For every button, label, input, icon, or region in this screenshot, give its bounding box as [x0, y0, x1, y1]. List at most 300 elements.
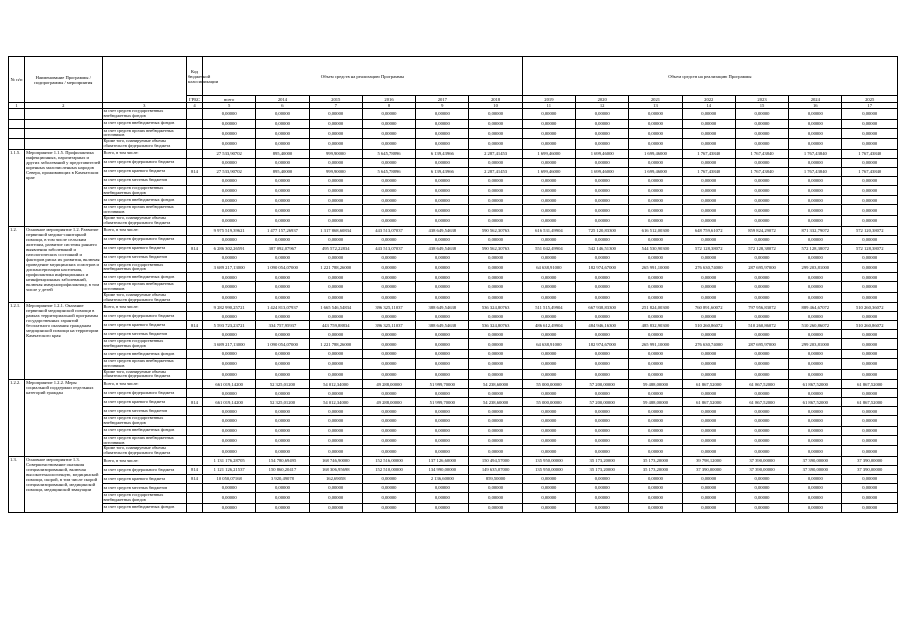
amount-cell: 0,00000: [789, 109, 842, 120]
amount-cell: 0,00000: [842, 185, 898, 196]
grbs-code: [186, 282, 202, 293]
amount-cell: 443 513,07037: [362, 244, 415, 253]
amount-cell: 0,00000: [842, 205, 898, 216]
amount-cell: 0,00000: [362, 185, 415, 196]
funding-source: Всего, в том числе:: [102, 149, 186, 158]
amount-cell: 0,00000: [789, 503, 842, 512]
amount-cell: 0,00000: [416, 185, 469, 196]
grbs-code: [186, 435, 202, 446]
funding-source: за счет средств государственных внебюджетных фондов: [102, 416, 186, 427]
amount-cell: 1 665 546,54834: [309, 303, 362, 312]
amount-cell: 0,00000: [203, 282, 256, 293]
amount-cell: 0,00000: [416, 262, 469, 273]
amount-cell: 0,00000: [256, 128, 309, 139]
amount-cell: 0,00000: [416, 282, 469, 293]
header-name: Наименование Программы / подпрограммы / мероприятия: [25, 57, 102, 103]
amount-cell: 0,00000: [362, 262, 415, 273]
amount-cell: 0,00000: [682, 389, 735, 398]
amount-cell: 182 974,67000: [576, 262, 629, 273]
amount-cell: 0,00000: [842, 109, 898, 120]
amount-cell: 0,00000: [576, 426, 629, 435]
header-column-number: 8: [362, 103, 415, 109]
funding-source: за счет средств внебюджетных фондов: [102, 426, 186, 435]
amount-cell: 0,00000: [682, 503, 735, 512]
activity-name: Мероприятие 1.1.5. Профилактика инфекционных, паразитарных и других заболеваний у представителей коренных малочисленных народов Севера, проживающих в Камчатском крае: [25, 149, 102, 226]
funding-source: за счет средств прочих внебюджетных источников: [102, 205, 186, 216]
amount-cell: 49 288,00000: [362, 380, 415, 389]
amount-cell: 2 287,41453: [469, 167, 522, 176]
amount-cell: 510 260,86072: [789, 321, 842, 330]
amount-cell: 61 867,52000: [682, 380, 735, 389]
amount-cell: 64 638,91000: [522, 339, 575, 350]
amount-cell: 0,00000: [735, 358, 788, 369]
amount-cell: 0,00000: [842, 235, 898, 244]
amount-cell: 1 767,43840: [682, 149, 735, 158]
amount-cell: 0,00000: [416, 435, 469, 446]
amount-cell: 0,00000: [682, 185, 735, 196]
amount-cell: 542 146,51300: [576, 244, 629, 253]
amount-cell: 0,00000: [789, 435, 842, 446]
amount-cell: 0,00000: [789, 312, 842, 321]
header-year: 2019: [522, 96, 575, 103]
amount-cell: 0,00000: [362, 215, 415, 226]
amount-cell: 0,00000: [309, 503, 362, 512]
activity-name: Мероприятие 1.2.2. Меры социальной поддержки отдельных категорий граждан: [25, 380, 102, 457]
header-year: 2023: [735, 96, 788, 103]
amount-cell: 0,00000: [416, 330, 469, 339]
amount-cell: 59 488,00000: [629, 380, 682, 389]
amount-cell: 0,00000: [362, 358, 415, 369]
row-number: [9, 109, 25, 120]
amount-cell: 0,00000: [842, 215, 898, 226]
row-number: [9, 119, 25, 128]
amount-cell: 150 860,20417: [256, 465, 309, 474]
amount-cell: 0,00000: [256, 492, 309, 503]
amount-cell: 0,00000: [682, 492, 735, 503]
amount-cell: 0,00000: [576, 389, 629, 398]
amount-cell: 0,00000: [309, 128, 362, 139]
amount-cell: 0,00000: [629, 349, 682, 358]
amount-cell: 0,00000: [362, 282, 415, 293]
amount-cell: 0,00000: [735, 292, 788, 303]
amount-cell: 0,00000: [416, 369, 469, 380]
amount-cell: 0,00000: [735, 119, 788, 128]
amount-cell: 536 324,80763: [469, 321, 522, 330]
funding-source: за счет средств государственных внебюджетных фондов: [102, 492, 186, 503]
grbs-code: [186, 196, 202, 205]
amount-cell: 0,00000: [789, 492, 842, 503]
amount-cell: 0,00000: [576, 349, 629, 358]
amount-cell: 0,00000: [469, 483, 522, 492]
funding-source: за счет средств местных бюджетов: [102, 253, 186, 262]
table-header: [9, 57, 898, 109]
amount-cell: 0,00000: [309, 312, 362, 321]
amount-cell: 0,00000: [789, 446, 842, 457]
amount-cell: 0,00000: [522, 492, 575, 503]
amount-cell: 0,00000: [629, 416, 682, 427]
amount-cell: 52 325,01200: [256, 398, 309, 407]
amount-cell: 0,00000: [682, 292, 735, 303]
amount-cell: 1 221 788,26000: [309, 262, 362, 273]
amount-cell: 859,50000: [469, 474, 522, 483]
amount-cell: 572 120,38072: [842, 226, 898, 235]
grbs-code: [186, 416, 202, 427]
header-blank: [102, 57, 186, 103]
amount-cell: 0,00000: [362, 158, 415, 167]
funding-source: за счет средств внебюджетных фондов: [102, 119, 186, 128]
funding-source: за счет средств прочих внебюджетных источников: [102, 358, 186, 369]
amount-cell: 0,00000: [789, 483, 842, 492]
table-row: [9, 119, 898, 128]
amount-cell: 0,00000: [629, 435, 682, 446]
amount-cell: 0,00000: [735, 158, 788, 167]
amount-cell: 334 757,95937: [256, 321, 309, 330]
amount-cell: 0,00000: [362, 492, 415, 503]
amount-cell: 0,00000: [416, 292, 469, 303]
amount-cell: 0,00000: [203, 292, 256, 303]
amount-cell: 0,00000: [522, 176, 575, 185]
amount-cell: 0,00000: [469, 253, 522, 262]
amount-cell: 0,00000: [203, 407, 256, 416]
amount-cell: 162,69058: [309, 474, 362, 483]
amount-cell: 0,00000: [416, 176, 469, 185]
amount-cell: 0,00000: [789, 176, 842, 185]
amount-cell: 0,00000: [203, 349, 256, 358]
grbs-code: [186, 312, 202, 321]
amount-cell: 6 139,43966: [416, 149, 469, 158]
amount-cell: 0,00000: [309, 389, 362, 398]
amount-cell: 0,00000: [522, 358, 575, 369]
amount-cell: 0,00000: [682, 158, 735, 167]
amount-cell: 0,00000: [469, 215, 522, 226]
amount-cell: 276 630,74000: [682, 262, 735, 273]
amount-cell: 0,00000: [203, 435, 256, 446]
amount-cell: 0,00000: [309, 109, 362, 120]
funding-source: за счет средств местных бюджетов: [102, 483, 186, 492]
funding-source: за счет средств местных бюджетов: [102, 330, 186, 339]
amount-cell: 0,00000: [203, 128, 256, 139]
amount-cell: 0,00000: [203, 503, 256, 512]
amount-cell: 61 867,52000: [842, 398, 898, 407]
amount-cell: 0,00000: [629, 474, 682, 483]
activity-name: [25, 139, 102, 150]
table-row: [9, 253, 898, 262]
amount-cell: 0,00000: [469, 282, 522, 293]
amount-cell: 0,00000: [416, 407, 469, 416]
amount-cell: 0,00000: [362, 205, 415, 216]
amount-cell: 5 645,78896: [362, 167, 415, 176]
amount-cell: 152 510,00000: [362, 465, 415, 474]
amount-cell: 37 390,00000: [682, 465, 735, 474]
table-row: [9, 109, 898, 120]
row-number: 1.2.2.: [9, 380, 25, 457]
grbs-code: [186, 128, 202, 139]
header-column-number: 4: [186, 103, 202, 109]
header-num: № п/п: [9, 57, 25, 103]
funding-source: за счет средств краевого бюджета: [102, 167, 186, 176]
amount-cell: 0,00000: [256, 215, 309, 226]
funding-source: за счет средств государственных внебюджетных фондов: [102, 185, 186, 196]
amount-cell: 0,00000: [469, 435, 522, 446]
amount-cell: 0,00000: [789, 474, 842, 483]
amount-cell: 0,00000: [309, 358, 362, 369]
amount-cell: 0,00000: [629, 205, 682, 216]
header-column-number: 2: [25, 103, 102, 109]
table-row: [9, 205, 898, 216]
amount-cell: 0,00000: [576, 416, 629, 427]
amount-cell: 0,00000: [256, 435, 309, 446]
header-column-number: 7: [309, 103, 362, 109]
amount-cell: 0,00000: [469, 273, 522, 282]
amount-cell: 0,00000: [576, 369, 629, 380]
amount-cell: 0,00000: [309, 235, 362, 244]
amount-cell: 0,00000: [735, 205, 788, 216]
amount-cell: 61 867,52000: [842, 380, 898, 389]
amount-cell: 0,00000: [309, 158, 362, 167]
amount-cell: 0,00000: [309, 196, 362, 205]
amount-cell: 0,00000: [362, 426, 415, 435]
amount-cell: 0,00000: [309, 176, 362, 185]
amount-cell: 10 050,07168: [203, 474, 256, 483]
table-row: [9, 312, 898, 321]
amount-cell: 59 488,00000: [629, 398, 682, 407]
amount-cell: 0,00000: [842, 339, 898, 350]
grbs-code: 814: [186, 474, 202, 483]
amount-cell: 0,00000: [309, 483, 362, 492]
grbs-code: 814: [186, 398, 202, 407]
amount-cell: 0,00000: [203, 139, 256, 150]
amount-cell: 0,00000: [309, 253, 362, 262]
row-number: 1.2.1.: [9, 303, 25, 380]
amount-cell: 0,00000: [576, 158, 629, 167]
amount-cell: 616 531,49904: [522, 226, 575, 235]
amount-cell: 0,00000: [256, 185, 309, 196]
amount-cell: 0,00000: [576, 446, 629, 457]
amount-cell: 1 699,46000: [576, 167, 629, 176]
amount-cell: 0,00000: [256, 407, 309, 416]
amount-cell: 0,00000: [309, 282, 362, 293]
amount-cell: 0,00000: [469, 416, 522, 427]
amount-cell: 0,00000: [416, 158, 469, 167]
amount-cell: 0,00000: [416, 389, 469, 398]
amount-cell: 667 938,83300: [576, 303, 629, 312]
amount-cell: 0,00000: [682, 128, 735, 139]
amount-cell: 287 695,97000: [735, 339, 788, 350]
table-row: [9, 435, 898, 446]
amount-cell: 0,00000: [576, 292, 629, 303]
amount-cell: 0,00000: [576, 196, 629, 205]
amount-cell: 0,00000: [576, 330, 629, 339]
amount-cell: 1 477 157,26937: [256, 226, 309, 235]
amount-cell: 0,00000: [576, 176, 629, 185]
amount-cell: 0,00000: [362, 483, 415, 492]
amount-cell: 0,00000: [203, 492, 256, 503]
amount-cell: 0,00000: [203, 185, 256, 196]
amount-cell: 0,00000: [842, 330, 898, 339]
amount-cell: 54 012,34000: [309, 398, 362, 407]
amount-cell: 1 767,43840: [682, 167, 735, 176]
amount-cell: 1 767,43840: [789, 149, 842, 158]
amount-cell: 388 649,54638: [416, 303, 469, 312]
amount-cell: 0,00000: [522, 109, 575, 120]
amount-cell: 0,00000: [256, 282, 309, 293]
amount-cell: 0,00000: [522, 205, 575, 216]
amount-cell: 0,00000: [629, 158, 682, 167]
grbs-code: [186, 235, 202, 244]
table-row: [9, 139, 898, 150]
table-row: [9, 235, 898, 244]
amount-cell: 486 612,49904: [522, 321, 575, 330]
funding-source: за счет средств краевого бюджета: [102, 244, 186, 253]
amount-cell: 388 649,54638: [416, 321, 469, 330]
amount-cell: 0,00000: [416, 483, 469, 492]
amount-cell: 0,00000: [416, 503, 469, 512]
amount-cell: 0,00000: [842, 435, 898, 446]
amount-cell: 0,00000: [789, 235, 842, 244]
funding-source: за счет средств государственных внебюджетных фондов: [102, 339, 186, 350]
amount-cell: 0,00000: [522, 330, 575, 339]
amount-cell: 37 390,00000: [789, 465, 842, 474]
amount-cell: 0,00000: [469, 330, 522, 339]
amount-cell: 5 645,78896: [362, 149, 415, 158]
table-row: [9, 416, 898, 427]
amount-cell: 0,00000: [629, 282, 682, 293]
amount-cell: 0,00000: [256, 503, 309, 512]
grbs-code: [186, 492, 202, 503]
amount-cell: 0,00000: [842, 426, 898, 435]
amount-cell: 0,00000: [203, 358, 256, 369]
amount-cell: 0,00000: [203, 416, 256, 427]
amount-cell: 0,00000: [682, 235, 735, 244]
amount-cell: 485 832,90300: [629, 321, 682, 330]
amount-cell: 0,00000: [256, 196, 309, 205]
header-year: 2017: [416, 96, 469, 103]
amount-cell: 152 516,00000: [362, 456, 415, 465]
table-row: [9, 262, 898, 273]
amount-cell: 0,00000: [362, 235, 415, 244]
amount-cell: 0,00000: [682, 282, 735, 293]
amount-cell: 61 867,52000: [789, 398, 842, 407]
amount-cell: 0,00000: [416, 119, 469, 128]
table-row: [9, 339, 898, 350]
amount-cell: 0,00000: [522, 119, 575, 128]
header-column-number: 14: [682, 103, 735, 109]
amount-cell: 0,00000: [469, 196, 522, 205]
amount-cell: 0,00000: [842, 349, 898, 358]
amount-cell: 0,00000: [256, 176, 309, 185]
amount-cell: 0,00000: [682, 312, 735, 321]
amount-cell: 0,00000: [522, 503, 575, 512]
amount-cell: 871 332,79072: [789, 226, 842, 235]
amount-cell: 0,00000: [256, 273, 309, 282]
amount-cell: 0,00000: [522, 235, 575, 244]
amount-cell: 0,00000: [576, 185, 629, 196]
header-year: 2016: [362, 96, 415, 103]
amount-cell: 0,00000: [789, 292, 842, 303]
amount-cell: 0,00000: [416, 215, 469, 226]
amount-cell: 0,00000: [203, 119, 256, 128]
amount-cell: 0,00000: [789, 426, 842, 435]
grbs-code: [186, 139, 202, 150]
amount-cell: 0,00000: [309, 349, 362, 358]
amount-cell: 1 121 126,21537: [203, 465, 256, 474]
amount-cell: 57 200,00000: [576, 380, 629, 389]
amount-cell: 168 746,90000: [309, 456, 362, 465]
amount-cell: 0,00000: [203, 205, 256, 216]
amount-cell: 54 012,34000: [309, 380, 362, 389]
amount-cell: 0,00000: [309, 139, 362, 150]
amount-cell: 35 173,20000: [576, 456, 629, 465]
amount-cell: 0,00000: [469, 446, 522, 457]
amount-cell: 0,00000: [842, 119, 898, 128]
amount-cell: 0,00000: [576, 503, 629, 512]
grbs-code: [186, 273, 202, 282]
amount-cell: 0,00000: [735, 282, 788, 293]
grbs-code: 814: [186, 244, 202, 253]
header-column-number: 12: [576, 103, 629, 109]
amount-cell: 154 780,69495: [256, 456, 309, 465]
amount-cell: 39 798,12000: [682, 456, 735, 465]
amount-cell: 889 464,67072: [789, 303, 842, 312]
amount-cell: 0,00000: [842, 389, 898, 398]
amount-cell: 0,00000: [735, 109, 788, 120]
amount-cell: 0,00000: [629, 253, 682, 262]
amount-cell: 0,00000: [842, 369, 898, 380]
amount-cell: 536 324,80763: [469, 303, 522, 312]
funding-source: за счет средств федерального бюджета: [102, 235, 186, 244]
amount-cell: 551 042,49904: [522, 244, 575, 253]
amount-cell: 0,00000: [416, 128, 469, 139]
amount-cell: 0,00000: [735, 416, 788, 427]
amount-cell: 0,00000: [362, 128, 415, 139]
amount-cell: 0,00000: [735, 185, 788, 196]
amount-cell: 616 512,00300: [629, 226, 682, 235]
activity-name: [25, 119, 102, 128]
amount-cell: 55 000,00000: [522, 398, 575, 407]
amount-cell: 0,00000: [522, 416, 575, 427]
header-group2: Объем средств на реализацию Программы: [522, 57, 897, 96]
amount-cell: 9 282 990,25721: [203, 303, 256, 312]
amount-cell: 0,00000: [309, 273, 362, 282]
amount-cell: 0,00000: [735, 139, 788, 150]
amount-cell: 510 260,36072: [842, 303, 898, 312]
amount-cell: 1 699,46000: [629, 149, 682, 158]
amount-cell: 0,00000: [362, 435, 415, 446]
amount-cell: 0,00000: [469, 235, 522, 244]
amount-cell: 0,00000: [735, 446, 788, 457]
amount-cell: 0,00000: [735, 389, 788, 398]
amount-cell: 0,00000: [522, 282, 575, 293]
amount-cell: 0,00000: [789, 389, 842, 398]
amount-cell: 0,00000: [309, 292, 362, 303]
funding-source: за счет средств государственных внебюджетных фондов: [102, 109, 186, 120]
amount-cell: 0,00000: [789, 185, 842, 196]
amount-cell: 0,00000: [576, 312, 629, 321]
table-body: [9, 109, 898, 513]
row-number: 1.2.: [9, 226, 25, 303]
amount-cell: 0,00000: [682, 215, 735, 226]
amount-cell: 895,40000: [256, 167, 309, 176]
amount-cell: 0,00000: [416, 205, 469, 216]
amount-cell: 0,00000: [362, 109, 415, 120]
amount-cell: 999,90000: [309, 149, 362, 158]
amount-cell: 0,00000: [629, 358, 682, 369]
amount-cell: 3 689 217,13000: [203, 339, 256, 350]
funding-source: за счет средств федерального бюджета: [102, 389, 186, 398]
table-row: [9, 369, 898, 380]
amount-cell: 57 200,00000: [576, 398, 629, 407]
grbs-code: [186, 158, 202, 167]
